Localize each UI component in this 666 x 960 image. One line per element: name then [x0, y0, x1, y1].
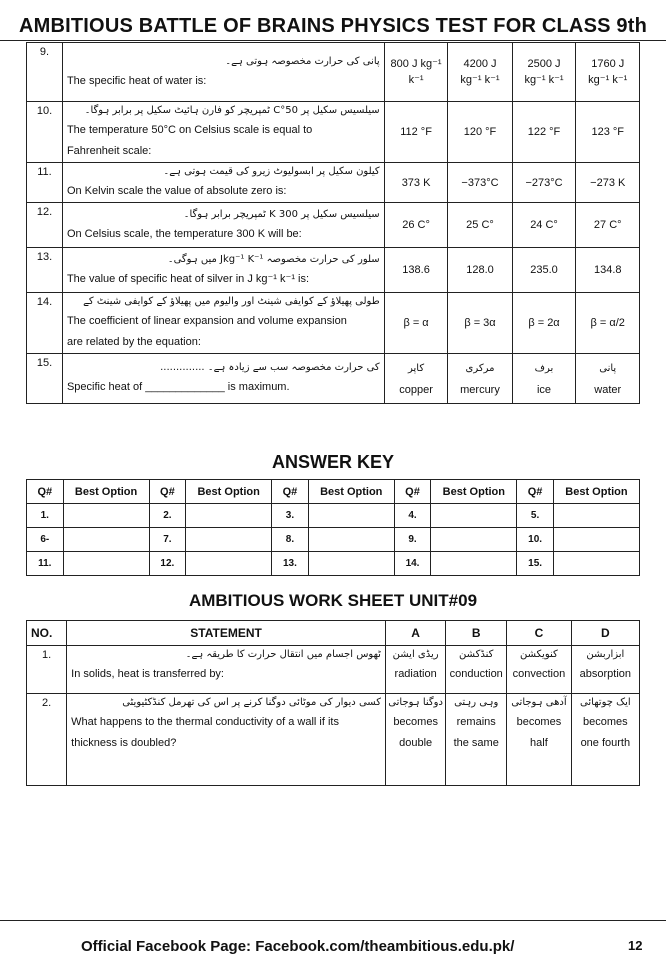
option-urdu: دوگنا ہوجاتی [388, 697, 443, 708]
worksheet-statement [67, 694, 386, 786]
urdu-statement: پانی کی حرارت مخصوصہ ہوتی ہے۔ [225, 55, 380, 67]
answer-number: 4. [394, 504, 431, 528]
option-cell [384, 43, 448, 102]
option-text: β = 3α [464, 317, 496, 329]
option-text: becomes double [393, 716, 438, 749]
answer-key-title: ANSWER KEY [271, 452, 394, 472]
best-option-header: Best Option [63, 480, 149, 504]
option-cell [385, 694, 445, 786]
option-text: 26 C° [402, 219, 430, 231]
option-cell [576, 354, 640, 404]
footer-link[interactable]: Official Facebook Page: Facebook.com/theambitious.edu.pk/ [81, 938, 515, 955]
option-text: radiation [394, 668, 437, 680]
option-text: becomes one fourth [580, 716, 631, 749]
question-number: 14. [27, 293, 63, 354]
page-number: 12 [628, 938, 643, 953]
worksheet-header: D [571, 621, 639, 646]
urdu-statement: ٹھوس اجسام میں انتقال حرارت کا طریقہ ہے۔ [185, 649, 381, 660]
option-text: 2500 J kg⁻¹ k⁻¹ [524, 58, 564, 86]
worksheet-row [27, 646, 640, 694]
option-cell [512, 102, 576, 163]
answer-number: 2. [149, 504, 186, 528]
option-cell [571, 694, 639, 786]
answer-number: 10. [517, 528, 554, 552]
option-urdu: برف [534, 362, 554, 374]
option-urdu: مرکری [465, 362, 495, 374]
english-statement: On Kelvin scale the value of absolute zero is: [66, 185, 287, 197]
question-row [27, 203, 640, 248]
answer-blank[interactable] [186, 552, 272, 576]
english-statement: The specific heat of water is: [66, 74, 207, 87]
option-text: 235.0 [530, 264, 558, 276]
question-statement [62, 102, 384, 163]
question-number: 10. [27, 102, 63, 163]
option-text: becomes half [516, 716, 562, 749]
answer-number: 6- [27, 528, 64, 552]
english-statement: are related by the equation: [66, 336, 201, 348]
answer-blank[interactable] [431, 528, 517, 552]
question-number: 12. [27, 203, 63, 248]
question-row [27, 163, 640, 203]
answer-blank[interactable] [63, 552, 149, 576]
option-cell [384, 248, 448, 293]
best-option-header: Best Option [553, 480, 639, 504]
option-cell [448, 102, 512, 163]
option-text: 134.8 [593, 264, 622, 276]
urdu-statement: سلور کی حرارت مخصوصہ Jkg⁻¹ K⁻¹ میں ہوگی۔ [167, 253, 380, 265]
option-text: 128.0 [466, 264, 494, 276]
option-cell [507, 646, 572, 694]
answer-number: 8. [272, 528, 309, 552]
option-cell [576, 43, 640, 102]
option-urdu: کنڈکشن [459, 649, 494, 660]
question-row [27, 293, 640, 354]
worksheet-header: A [385, 621, 445, 646]
option-urdu: ابزاربشن [586, 649, 625, 660]
q-header: Q# [27, 480, 64, 504]
option-cell [512, 248, 576, 293]
question-number: 13. [27, 248, 63, 293]
option-text: mercury [460, 383, 500, 396]
option-text: 1760 J kg⁻¹ k⁻¹ [588, 58, 628, 86]
option-text: ice [536, 383, 552, 396]
option-text: β = 2α [528, 317, 560, 329]
worksheet-table [26, 620, 640, 786]
answer-blank[interactable] [308, 552, 394, 576]
question-statement [62, 43, 384, 102]
answer-number: 1. [27, 504, 64, 528]
option-cell [571, 646, 639, 694]
answer-number: 9. [394, 528, 431, 552]
english-statement: What happens to the thermal conductivity of a wall if its [71, 716, 339, 728]
option-urdu: وہی رہتی [454, 697, 499, 708]
option-urdu: پانی [599, 362, 617, 374]
english-statement: The coefficient of linear expansion and volume expansion [66, 315, 347, 327]
question-number: 9. [27, 43, 63, 102]
option-text: 373 K [401, 176, 431, 189]
option-text: 27 C° [593, 219, 622, 231]
answer-number: 5. [517, 504, 554, 528]
english-statement: The value of specific heat of silver in J kg⁻¹ k⁻¹ is: [66, 272, 310, 285]
urdu-statement: سیلسیس سکیل پر 50°C ٹمپریچر کو فارن ہائیٹ سکیل پر برابر ہوگا۔ [84, 105, 380, 116]
option-text: remains the same [453, 716, 499, 749]
option-cell [576, 293, 640, 354]
option-text: 800 J kg⁻¹ k⁻¹ [390, 58, 442, 86]
worksheet-header: NO. [27, 621, 67, 646]
answer-row [27, 504, 640, 528]
worksheet-header: STATEMENT [67, 621, 386, 646]
answer-blank[interactable] [553, 552, 639, 576]
answer-blank[interactable] [63, 528, 149, 552]
answer-blank[interactable] [553, 504, 639, 528]
option-text: β = α/2 [590, 317, 625, 329]
question-row [27, 248, 640, 293]
option-cell [576, 203, 640, 248]
answer-number: 12. [149, 552, 186, 576]
option-urdu: کاپر [408, 362, 425, 374]
answer-number: 7. [149, 528, 186, 552]
answer-blank[interactable] [431, 552, 517, 576]
answer-row [27, 528, 640, 552]
english-statement: Specific heat of _____________ is maximum. [66, 381, 290, 393]
option-cell [384, 203, 448, 248]
option-cell [446, 646, 507, 694]
option-text: −373°C [461, 176, 499, 189]
question-row [27, 43, 640, 102]
option-cell [446, 694, 507, 786]
english-statement: thickness is doubled? [71, 737, 177, 749]
option-text: 120 °F [463, 126, 497, 138]
answer-blank[interactable] [431, 504, 517, 528]
option-urdu: کنویکشن [520, 649, 558, 660]
answer-number: 11. [27, 552, 64, 576]
option-text: 122 °F [527, 126, 561, 138]
option-cell [512, 293, 576, 354]
question-statement [62, 293, 384, 354]
option-urdu: آدھی ہوجاتی [511, 697, 567, 708]
questions-table [26, 42, 640, 404]
option-cell [448, 248, 512, 293]
urdu-statement: کیلون سکیل پر ابسولیوٹ زیرو کی قیمت ہوتی ہے۔ [163, 166, 380, 177]
option-cell [448, 163, 512, 203]
option-cell [385, 646, 445, 694]
option-text: 24 C° [530, 219, 558, 231]
option-urdu: ریڈی ایشن [392, 649, 439, 660]
option-urdu: ایک چوتھائی [580, 697, 631, 708]
q-header: Q# [272, 480, 309, 504]
option-cell [512, 354, 576, 404]
answer-number: 14. [394, 552, 431, 576]
option-cell [512, 43, 576, 102]
answer-blank[interactable] [186, 504, 272, 528]
best-option-header: Best Option [308, 480, 394, 504]
option-text: 4200 J kg⁻¹ k⁻¹ [460, 58, 500, 86]
answer-blank[interactable] [308, 528, 394, 552]
question-statement [62, 203, 384, 248]
worksheet-number: 1. [27, 646, 67, 694]
answer-row [27, 552, 640, 576]
worksheet-number: 2. [27, 694, 67, 786]
option-cell [384, 293, 448, 354]
option-cell [576, 248, 640, 293]
option-cell [448, 43, 512, 102]
option-cell [384, 354, 448, 404]
answer-number: 3. [272, 504, 309, 528]
english-statement: The temperature 50°C on Celsius scale is equal to [66, 124, 313, 136]
footer-divider [0, 920, 666, 921]
question-statement [62, 354, 384, 404]
option-text: absorption [579, 668, 632, 680]
question-number: 15. [27, 354, 63, 404]
option-text: 138.6 [402, 264, 430, 276]
answer-blank[interactable] [63, 504, 149, 528]
urdu-statement: سیلسیس سکیل پر 300 K ٹمپریچر برابر ہوگا۔ [183, 208, 380, 220]
urdu-statement: کسی دیوار کی موٹائی دوگنا کرنے پر اس کی تھرمل کنڈکٹیویٹی [122, 697, 381, 708]
option-cell [512, 163, 576, 203]
question-row [27, 102, 640, 163]
option-text: β = α [403, 317, 429, 329]
worksheet-header: C [507, 621, 572, 646]
question-row [27, 354, 640, 404]
option-text: −273 K [590, 176, 626, 189]
worksheet-header: B [446, 621, 507, 646]
urdu-statement: طولی پھیلاؤ کے کوایفی شینٹ اور والیوم میں پھیلاؤ کے کوایفی شینٹ کے [83, 296, 380, 307]
english-statement: On Celsius scale, the temperature 300 K will be: [66, 227, 302, 240]
header-divider [0, 40, 666, 41]
answer-blank[interactable] [186, 528, 272, 552]
question-statement [62, 248, 384, 293]
worksheet-title: AMBITIOUS WORK SHEET UNIT#09 [188, 591, 478, 610]
english-statement: Fahrenheit scale: [66, 145, 152, 157]
q-header: Q# [394, 480, 431, 504]
question-statement [62, 163, 384, 203]
option-cell [448, 203, 512, 248]
answer-key-table [26, 479, 640, 576]
option-text: 25 C° [466, 219, 494, 231]
option-cell [576, 102, 640, 163]
option-text: 123 °F [591, 126, 624, 138]
best-option-header: Best Option [186, 480, 272, 504]
option-text: −273°C [525, 176, 563, 189]
option-cell [384, 163, 448, 203]
worksheet-statement [67, 646, 386, 694]
option-text: copper [399, 383, 433, 396]
q-header: Q# [517, 480, 554, 504]
question-number: 11. [27, 163, 63, 203]
urdu-statement: کی حرارت مخصوصہ سب سے زیادہ ہے۔ .............. [160, 362, 380, 373]
option-cell [576, 163, 640, 203]
option-text: 112 °F [400, 126, 432, 138]
option-cell [384, 102, 448, 163]
answer-blank[interactable] [308, 504, 394, 528]
answer-number: 15. [517, 552, 554, 576]
option-text: conduction [449, 668, 503, 680]
option-cell [448, 293, 512, 354]
answer-blank[interactable] [553, 528, 639, 552]
option-cell [448, 354, 512, 404]
option-cell [512, 203, 576, 248]
option-text: water [594, 383, 622, 396]
page-title: AMBITIOUS BATTLE OF BRAINS PHYSICS TEST FOR CLASS 9th [18, 15, 648, 37]
option-cell [507, 694, 572, 786]
worksheet-row [27, 694, 640, 786]
answer-number: 13. [272, 552, 309, 576]
best-option-header: Best Option [431, 480, 517, 504]
option-text: convection [512, 668, 566, 680]
q-header: Q# [149, 480, 186, 504]
english-statement: In solids, heat is transferred by: [71, 668, 224, 680]
